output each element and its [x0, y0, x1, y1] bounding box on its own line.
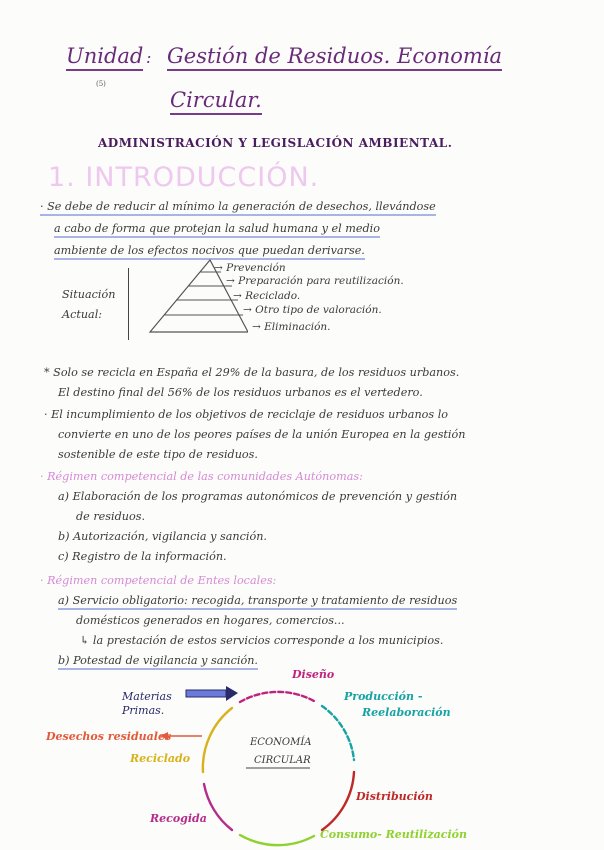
pyramid-bracket — [128, 268, 139, 340]
pyramid-level-5: → Eliminación. — [252, 321, 331, 333]
ccaa-item-c: c) Registro de la información. — [58, 550, 227, 563]
arc-produccion — [322, 706, 354, 760]
cycle-produccion-2: Reelaboración — [362, 706, 451, 719]
fact-2-line-3: sostenible de este tipo de residuos. — [58, 448, 258, 461]
intro-line-3: ambiente de los efectos nocivos que puedan derivarse. — [54, 240, 365, 262]
arc-reciclado — [203, 708, 232, 772]
cycle-center-2: CIRCULAR — [254, 755, 311, 766]
fact-2-line-1: · El incumplimiento de los objetivos de reciclaje de residuos urbanos lo — [44, 408, 449, 421]
pyramid-level-2: → Preparación para reutilización. — [226, 275, 404, 287]
section-heading-intro: 1. INTRODUCCIÓN. — [48, 162, 320, 193]
locales-heading: · Régimen competencial de Entes locales: — [40, 574, 277, 587]
intro-line-1: · Se debe de reducir al mínimo la generación de desechos, llevándose — [40, 196, 436, 218]
ccaa-item-b: b) Autorización, vigilancia y sanción. — [58, 530, 267, 543]
fact-2-line-2: convierte en uno de los peores países de la unión Europea en la gestión — [58, 428, 466, 441]
cycle-center-1: ECONOMÍA — [250, 737, 312, 748]
pyramid-label-2: Actual: — [62, 308, 103, 321]
fact-1-line-2: El destino final del 56% de los residuos urbanos es el vertedero. — [58, 386, 423, 399]
page-title-line1: Gestión de Residuos. Economía — [167, 44, 502, 68]
intro-line-2: a cabo de forma que protejan la salud humana y el medio — [54, 218, 380, 240]
arc-distribucion — [322, 772, 354, 830]
cycle-distribucion: Distribución — [356, 790, 433, 803]
ccaa-item-a-2: de residuos. — [76, 510, 146, 523]
cycle-reciclado: Reciclado — [130, 752, 191, 765]
locales-item-a-1: a) Servicio obligatorio: recogida, transporte y tratamiento de residuos — [58, 590, 457, 612]
locales-item-a-3: ↳ la prestación de estos servicios corresponde a los municipios. — [80, 634, 444, 647]
page-title-line2: Circular. — [170, 88, 262, 112]
pyramid-level-3: → Reciclado. — [233, 290, 301, 302]
fact-1-line-1: * Solo se recicla en España el 29% de la basura, de los residuos urbanos. — [44, 366, 460, 379]
cycle-diseno: Diseño — [292, 668, 335, 681]
ccaa-item-a-1: a) Elaboración de los programas autonómicos de prevención y gestión — [58, 490, 458, 503]
page-subtitle: ADMINISTRACIÓN Y LEGISLACIÓN AMBIENTAL. — [98, 136, 453, 150]
arc-diseno — [240, 692, 314, 702]
pyramid-level-4: → Otro tipo de valoración. — [243, 304, 382, 316]
raw-materials-arrow — [186, 690, 226, 697]
cycle-produccion-1: Producción - — [344, 690, 423, 703]
unit-word: Unidad — [66, 44, 143, 68]
pyramid-level-1: → Prevención — [214, 262, 286, 274]
ccaa-heading: · Régimen competencial de las comunidades Autónomas: — [40, 470, 363, 483]
locales-item-b: b) Potestad de vigilancia y sanción. — [58, 650, 258, 672]
title-colon: : — [146, 48, 152, 67]
small-mark: (5) — [96, 80, 106, 88]
cycle-desechos: Desechos residuales — [46, 730, 172, 743]
cycle-raw-1: Materias — [122, 690, 172, 703]
locales-item-a-2: domésticos generados en hogares, comercios... — [76, 614, 345, 627]
arc-recogida — [204, 784, 232, 830]
cycle-raw-2: Primas. — [122, 704, 165, 717]
pyramid-label-1: Situación — [62, 288, 116, 301]
arc-consumo — [240, 835, 314, 845]
cycle-recogida: Recogida — [150, 812, 207, 825]
cycle-consumo: Consumo- Reutilización — [320, 828, 467, 841]
